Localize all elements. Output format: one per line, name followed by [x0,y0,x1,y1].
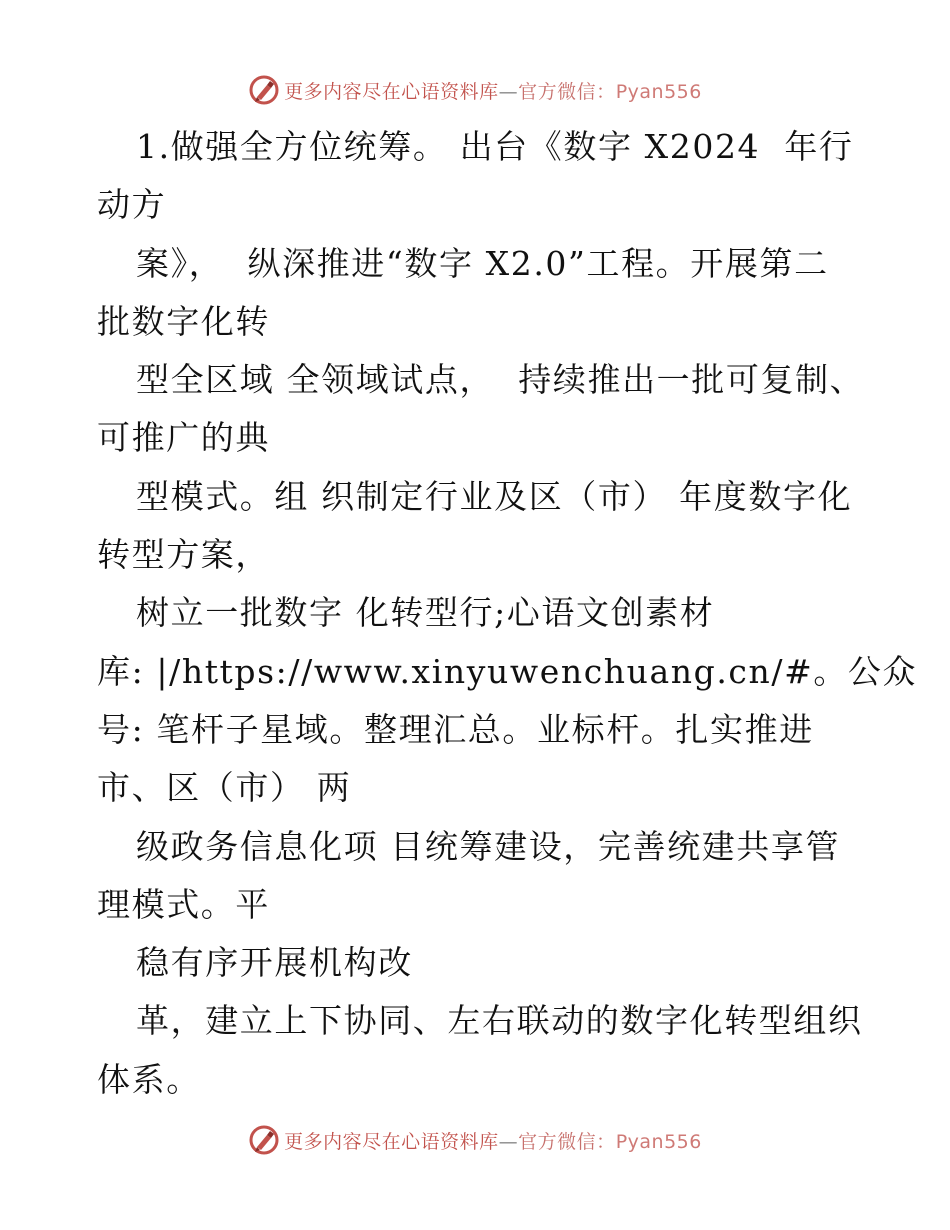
header-promo-text: 更多内容尽在心语资料库 [284,80,499,103]
body-line: 体系。 [97,1059,201,1099]
header-separator: — [498,80,519,103]
document-body [97,118,918,1109]
header-banner [0,70,950,110]
body-line: 理模式。平 [97,884,270,924]
footer-promo-text: 更多内容尽在心语资料库 [284,1130,499,1153]
pen-logo-icon [248,1124,280,1156]
footer-separator: — [498,1130,519,1153]
header-banner-text [284,77,702,104]
pen-logo-icon [248,74,280,106]
body-line: 型模式。组 织制定行业及区（市） 年度数字化 [136,476,853,516]
body-line: 批数字化转 [97,301,270,341]
body-line: 级政务信息化项 目统筹建设，完善统建共享管 [136,826,841,866]
body-line: 稳有序开展机构改 [136,943,413,983]
footer-banner-text [284,1127,702,1154]
body-line: 树立一批数字 化转型行;心语文创素材 [136,593,715,633]
header-wechat-label: 官方微信： [518,80,616,103]
body-line: 库: |/https://www.xinyuwenchuang.cn/#。公众 [97,651,918,691]
header-wechat-id: Pyan556 [615,80,702,103]
body-line: 型全区域 全领域试点， 持续推出一批可复制、 [136,360,865,400]
footer-banner [0,1120,950,1160]
body-line: 市、区（市） 两 [97,768,352,808]
body-line: 可推广的典 [97,418,270,458]
body-line: 案》， 纵深推进“数字 X2.0”工程。开展第二 [136,243,829,283]
body-line: 转型方案， [97,535,270,575]
body-line: 动方 [97,185,167,225]
body-line: 号: 笔杆子星域。整理汇总。业标杆。扎实推进 [97,709,814,749]
footer-wechat-id: Pyan556 [615,1130,702,1153]
footer-wechat-label: 官方微信： [518,1130,616,1153]
body-line: 1.做强全方位统筹。 出台《数字 X2024 年行 [136,127,854,166]
body-line: 革，建立上下协同、左右联动的数字化转型组织 [136,1001,863,1041]
